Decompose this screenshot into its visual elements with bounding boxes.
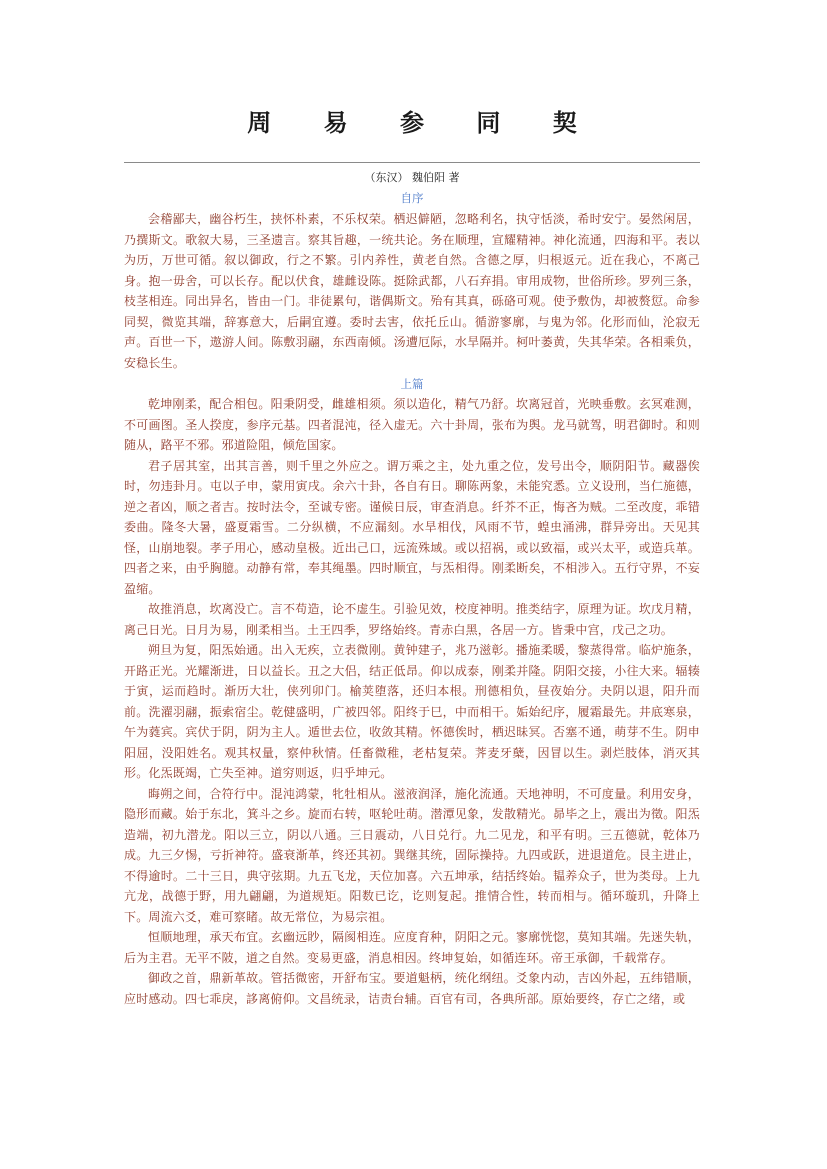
paragraph: 故推消息，坎离没亡。言不苟造，论不虚生。引验见效，校度神明。推类结字，原理为证。坎戊月精，离己日光。日月为易，刚柔相当。土王四季，罗络始终。青赤白黑，各居一方。皆秉中宫，戊己之功。	[124, 602, 700, 637]
paragraph: 乾坤刚柔，配合相包。阳秉阴受，雌雄相须。须以造化，精气乃舒。坎离冠首，光映垂敷。玄冥难测，不可画图。圣人揆度，参序元基。四者混沌，径入虚无。六十卦周，张布为舆。龙马就驾，明君御时。和则随从，路平不邪。邪道险阻，倾危国家。	[124, 397, 700, 452]
paragraph: 会稽鄙夫，幽谷朽生，挟怀朴素，不乐权荣。栖迟僻陋，忽略利名，执守恬淡，希时安宁。晏然闲居，乃撰斯文。歌叙大易，三圣遗言。察其旨趣，一统共论。务在顺理，宣耀精神。神化流通，四海和平。表以为历，万世可循。叙以御政，行之不繁。引内养性，黄老自然。含德之厚，归根返元。近在我心，不离己身。抱一毋舍，可以长存。配以伏食，雄雌设陈。挺除武都，八石弃捐。审用成物，世俗所珍。罗列三条，枝茎相连。同出异名，皆由一门。非徒累句，谐偶斯文。殆有其真，砾硌可观。使予敷伪，却被赘愆。命参同契，微览其端，辞寡意大，后嗣宜遵。委时去害，依托丘山。循游寥廓，与鬼为邻。化形而仙，沦寂无声。百世一下，遨游人间。陈敷羽翮，东西南倾。汤遭厄际，水旱隔并。柯叶萎黄，失其华荣。各相乘负，安稳长生。	[124, 212, 700, 370]
title-divider	[124, 162, 700, 163]
document-title: 周 易 参 同 契	[247, 108, 599, 137]
document-page	[124, 0, 700, 1009]
section-heading-preface: 自序	[400, 191, 424, 205]
paragraph: 君子居其室，出其言善，则千里之外应之。谓万乘之主，处九重之位，发号出令，顺阴阳节。藏器俟时，勿违卦月。屯以子申，蒙用寅戌。余六十卦，各自有日。聊陈两象，未能究悉。立义设刑，当仁施德，逆之者凶，顺之者吉。按时法令，至诚专密。谨候日辰，审查消息。纤芥不正，悔吝为贼。二至改度，乖错委曲。隆冬大暑，盛夏霜雪。二分纵横，不应漏刻。水旱相伐，风雨不节，蝗虫涌沸，群异旁出。天见其怪，山崩地裂。孝子用心，感动皇极。近出己口，远流殊域。或以招祸，或以致福，或兴太平，或造兵革。四者之来，由乎胸臆。动静有常，奉其绳墨。四时顺宜，与炁相得。刚柔断矣，不相涉入。五行守界，不妄盈缩。	[124, 458, 700, 596]
paragraph: 晦朔之间，合符行中。混沌鸿蒙，牝牡相从。滋液润泽，施化流通。天地神明，不可度量。利用安身，隐形而藏。始于东北，箕斗之乡。旋而右转，呕轮吐萌。潜潭见象，发散精光。昴毕之上，震出为徵。阳炁造端，初九潜龙。阳以三立，阴以八通。三日震动，八日兑行。九二见龙，和平有明。三五德就，乾体乃成。九三夕惕，亏折神符。盛衰渐革，终还其初。巽继其统，固际操持。九四或跃，进退道危。艮主进止，不得逾时。二十三日，典守弦期。九五飞龙，天位加喜。六五坤承，结括终始。韫养众子，世为类母。上九亢龙，战德于野，用九翩翩，为道规矩。阳数已讫，讫则复起。推情合性，转而相与。循环璇玑，升降上下。周流六爻，难可察睹。故无常位，为易宗祖。	[124, 786, 700, 924]
paragraph: 御政之首，鼎新革故。管括微密，开舒布宝。要道魁柄，统化纲纽。爻象内动，吉凶外起，五纬错顺，应时感动。四七乖戾，誃离俯仰。文昌统录，诘责台辅。百官有司，各典所部。原始要终，存亡之绪，或	[124, 971, 700, 1006]
paragraph: 朔旦为复，阳炁始通。出入无疾，立表微刚。黄钟建子，兆乃滋彰。播施柔暖，黎蒸得常。临炉施条，开路正光。光耀渐进，日以益长。丑之大侣，结正低昂。仰以成泰，刚柔并隆。阴阳交接，小往大来。辐辏于寅，运而趋时。渐历大壮，侠列卯门。榆荚堕落，还归本根。刑德相负，昼夜始分。夬阴以退，阳升而前。洗濯羽翮，振索宿尘。乾健盛明，广被四邻。阳终于巳，中而相干。姤始纪序，履霜最先。井底寒泉，午为蕤宾。宾伏于阴，阴为主人。遁世去位，收敛其精。怀德俟时，栖迟昧冥。否塞不通，萌芽不生。阴申阳屈，没阳姓名。观其权量，察仲秋情。任畜微稚，老枯复荣。荠麦牙蘖，因冒以生。剥烂肢体，消灭其形。化炁既竭，亡失至神。道穷则返，归乎坤元。	[124, 643, 700, 780]
paragraph: 恒顺地理，承天布宜。玄幽远眇，隔阂相连。应度育种，阴阳之元。寥廓恍惚，莫知其端。先迷失轨，后为主君。无平不陂，道之自然。变易更盛，消息相因。终坤复始，如循连环。帝王承御，千载常存。	[124, 930, 700, 965]
author-line: （东汉） 魏伯阳 著	[364, 171, 460, 184]
section-heading-upper: 上篇	[400, 377, 424, 391]
